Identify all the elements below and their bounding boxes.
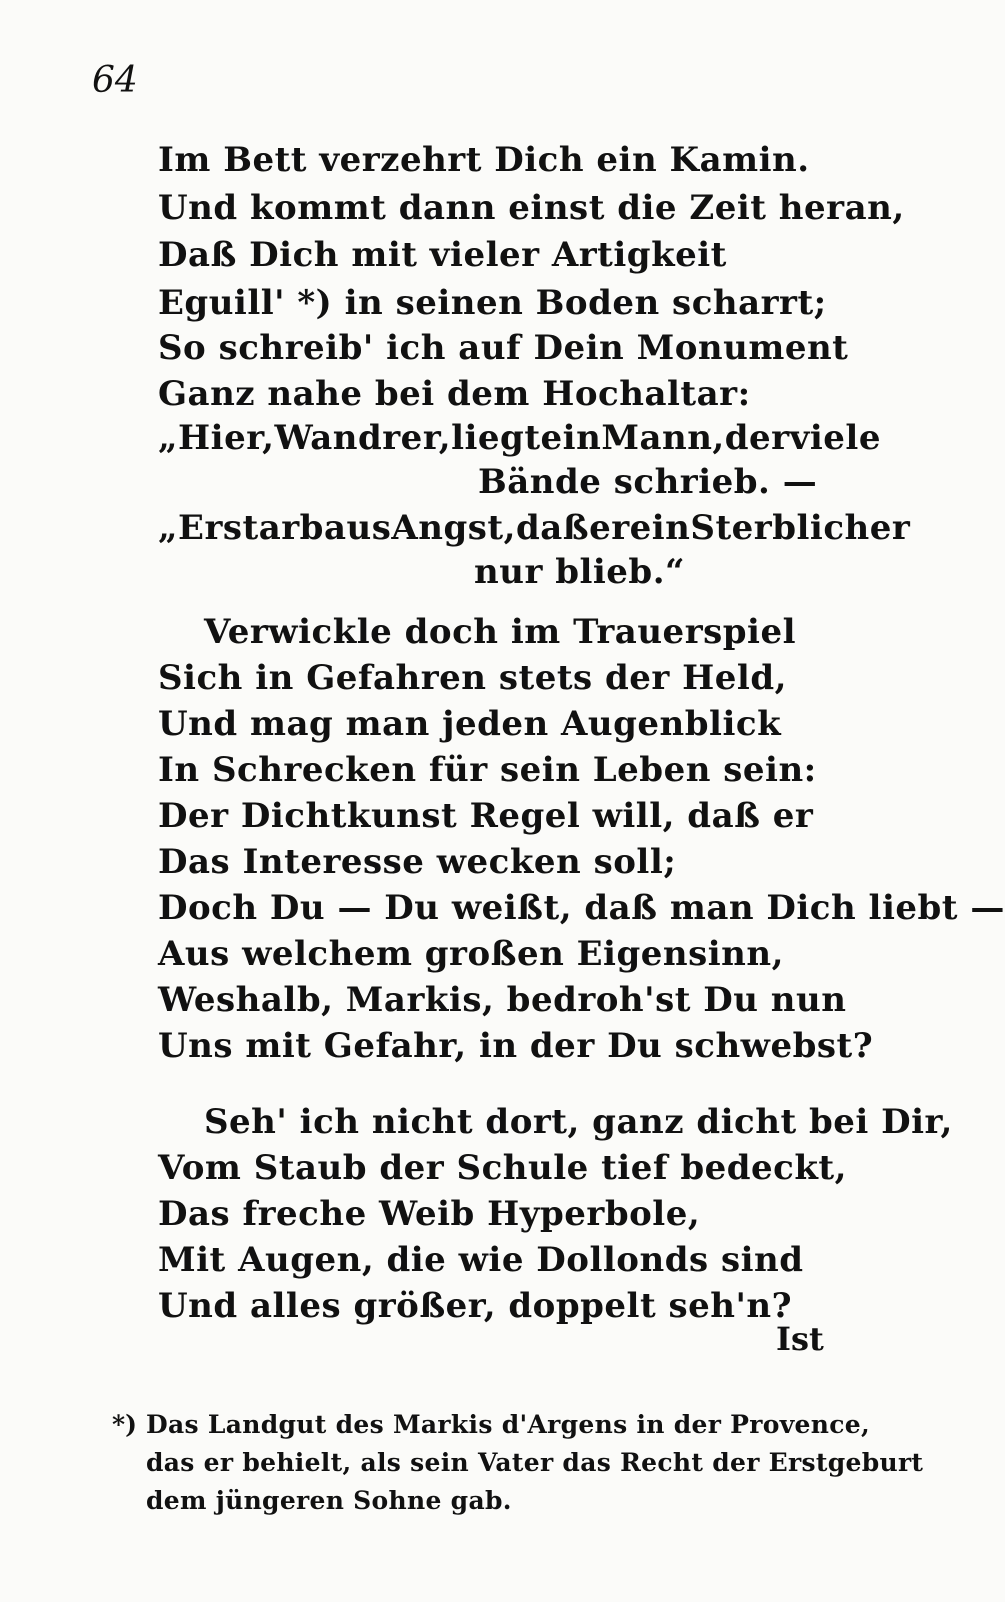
verse-line: Weshalb, Markis, bedroh'st Du nun bbox=[158, 980, 847, 1020]
verse-line: Und kommt dann einst die Zeit heran, bbox=[158, 188, 905, 228]
word: viele bbox=[789, 418, 881, 458]
word: Wandrer, bbox=[274, 418, 452, 458]
verse-line: Bände schrieb. — bbox=[478, 462, 818, 502]
word: Mann, bbox=[601, 418, 725, 458]
verse-line: nur blieb.“ bbox=[474, 552, 686, 592]
verse-line-justified bbox=[158, 418, 881, 458]
word: „Hier, bbox=[158, 418, 275, 458]
footnote-line: Das Landgut des Markis d'Argens in der Provence, bbox=[146, 1410, 870, 1439]
verse-line: In Schrecken für sein Leben sein: bbox=[158, 750, 817, 790]
word: Sterblicher bbox=[690, 508, 911, 548]
verse-line-justified bbox=[158, 508, 911, 548]
verse-line: Uns mit Gefahr, in der Du schwebst? bbox=[158, 1026, 874, 1066]
verse-line: Das Interesse wecken soll; bbox=[158, 842, 677, 882]
word: starb bbox=[222, 508, 324, 548]
word: Angst, bbox=[391, 508, 516, 548]
word: ein bbox=[629, 508, 691, 548]
verse-line: Doch Du — Du weißt, daß man Dich liebt — bbox=[158, 888, 1005, 928]
word: er bbox=[589, 508, 630, 548]
footnote-line: dem jüngeren Sohne gab. bbox=[146, 1486, 512, 1515]
word: aus bbox=[323, 508, 392, 548]
verse-line: So schreib' ich auf Dein Monument bbox=[158, 328, 849, 368]
page-number: 64 bbox=[92, 60, 138, 101]
verse-line: Daß Dich mit vieler Artigkeit bbox=[158, 235, 727, 275]
verse-line: Ganz nahe bei dem Hochaltar: bbox=[158, 374, 751, 414]
word: daß bbox=[515, 508, 590, 548]
word: liegt bbox=[451, 418, 541, 458]
catchword: Ist bbox=[776, 1320, 824, 1358]
verse-line: Sich in Gefahren stets der Held, bbox=[158, 658, 787, 698]
word: „Er bbox=[158, 508, 223, 548]
verse-line: Der Dichtkunst Regel will, daß er bbox=[158, 796, 814, 836]
word: der bbox=[724, 418, 790, 458]
verse-line: Verwickle doch im Trauerspiel bbox=[204, 612, 796, 652]
verse-line: Mit Augen, die wie Dollonds sind bbox=[158, 1240, 804, 1280]
verse-line: Seh' ich nicht dort, ganz dicht bei Dir, bbox=[204, 1102, 953, 1142]
verse-line: Im Bett verzehrt Dich ein Kamin. bbox=[158, 140, 810, 180]
verse-line: Und mag man jeden Augenblick bbox=[158, 704, 782, 744]
word: ein bbox=[540, 418, 602, 458]
footnote-line: das er behielt, als sein Vater das Recht der Erstgeburt bbox=[146, 1448, 924, 1477]
footnote-marker: *) bbox=[112, 1410, 137, 1439]
verse-line: Aus welchem großen Eigensinn, bbox=[158, 934, 784, 974]
verse-line: Das freche Weib Hyperbole, bbox=[158, 1194, 701, 1234]
verse-line: Eguill' *) in seinen Boden scharrt; bbox=[158, 283, 827, 323]
verse-line: Und alles größer, doppelt seh'n? bbox=[158, 1286, 793, 1326]
verse-line: Vom Staub der Schule tief bedeckt, bbox=[158, 1148, 847, 1188]
